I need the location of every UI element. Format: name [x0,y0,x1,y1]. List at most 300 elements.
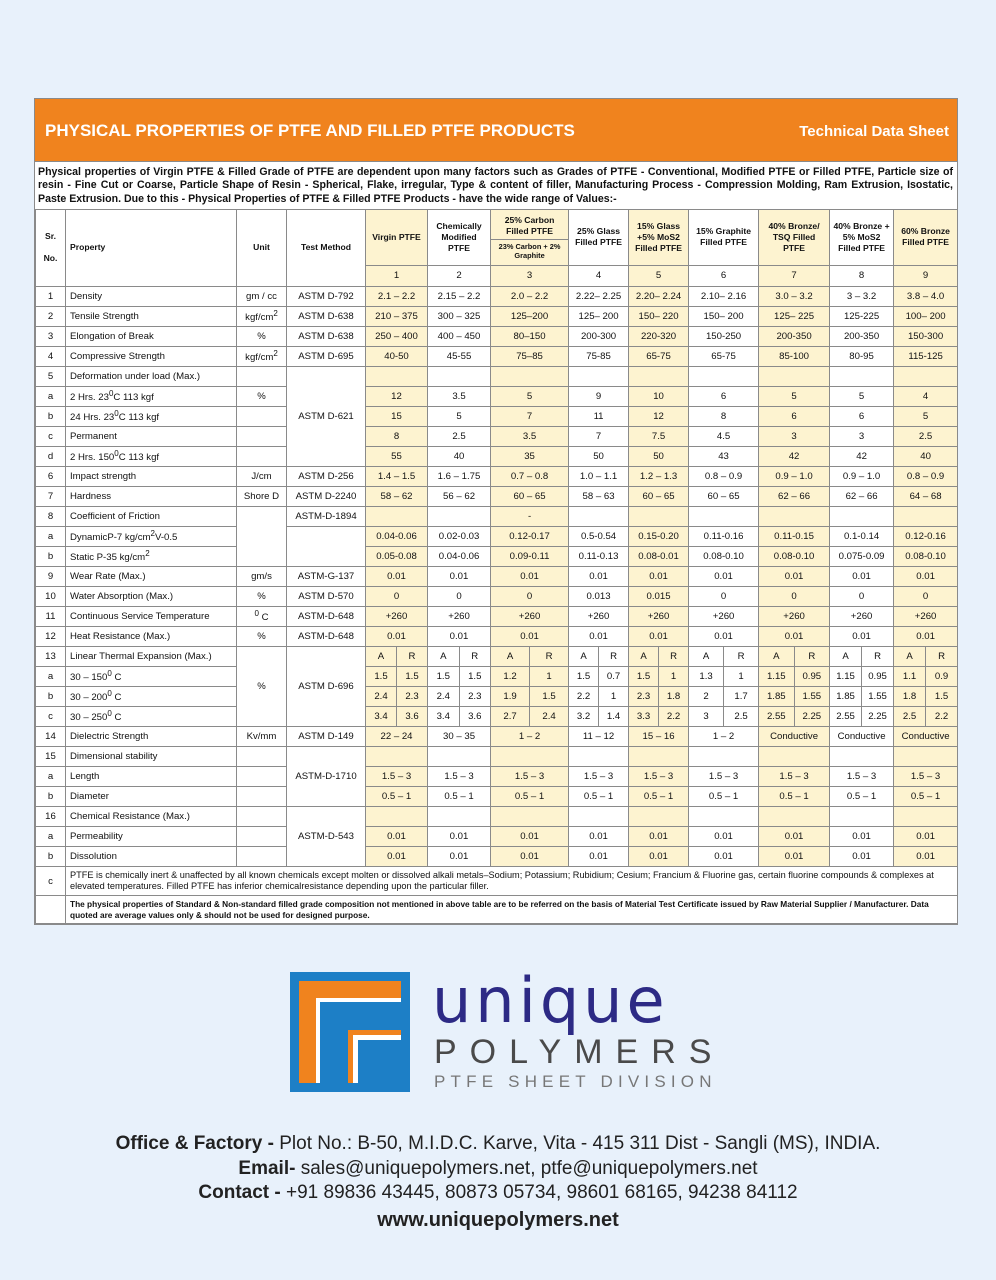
value-cell: 2.20– 2.24 [629,286,689,306]
value-cell [428,746,491,766]
value-cell [759,366,830,386]
value-cell: 2.0 – 2.2 [491,286,569,306]
value-cell: 3.6 [397,706,428,726]
data-sheet [34,98,958,925]
value-cell: 0.01 [629,626,689,646]
test-method-cell: ASTM-D-648 [287,606,366,626]
brand-division: PTFE SHEET DIVISION [434,1072,717,1091]
value-cell [830,366,894,386]
value-cell: 1.55 [794,686,830,706]
sr-cell: b [36,686,66,706]
header-banner [35,99,957,161]
value-cell: 150– 200 [689,306,759,326]
value-cell: 5 [428,406,491,426]
table-row [36,366,958,386]
email-link[interactable]: sales@uniquepolymers.net, ptfe@uniquepolymers.net [300,1158,758,1179]
value-cell: 1.8 [659,686,689,706]
table-row [36,866,958,895]
grade-number: 7 [759,265,830,286]
value-cell: +260 [629,606,689,626]
value-cell: 45-55 [428,346,491,366]
value-cell [759,806,830,826]
value-cell [428,506,491,526]
value-cell: 0.015 [629,586,689,606]
grade-number: 6 [689,265,759,286]
unit-cell: % [237,626,287,646]
value-cell: 300 – 325 [428,306,491,326]
value-cell: 2.3 [459,686,491,706]
sr-cell: 8 [36,506,66,526]
sr-cell: a [36,386,66,406]
value-cell: 1.8 [894,686,926,706]
ar-cell: R [599,646,629,666]
value-cell: 3.4 [428,706,460,726]
col-property: Property [66,209,237,286]
ar-cell: R [397,646,428,666]
value-cell: 250 – 400 [366,326,428,346]
property-cell: Heat Resistance (Max.) [66,626,237,646]
value-cell [894,806,958,826]
value-cell [689,806,759,826]
value-cell: 1.5 – 3 [428,766,491,786]
sr-cell: 10 [36,586,66,606]
value-cell: +260 [759,606,830,626]
value-cell: 0.01 [759,566,830,586]
table-row [36,686,958,706]
value-cell: 0.12-0.16 [894,526,958,546]
value-cell: 1 [724,666,759,686]
value-cell: Conductive [830,726,894,746]
sr-cell: a [36,526,66,546]
grade-number: 8 [830,265,894,286]
value-cell: 150-300 [894,326,958,346]
table-row [36,786,958,806]
sr-cell: c [36,706,66,726]
ar-cell: A [569,646,599,666]
value-cell: 2.5 [894,706,926,726]
property-cell: Impact strength [66,466,237,486]
property-cell: Permeability [66,826,237,846]
value-cell: 64 – 68 [894,486,958,506]
sr-cell: a [36,766,66,786]
property-cell: 2 Hrs. $23^0C$ 113 kgf [66,386,237,406]
table-row [36,766,958,786]
value-cell: 0.01 [629,846,689,866]
value-cell: 0.08-0.10 [894,546,958,566]
value-cell: 2 [689,686,724,706]
ar-cell: R [926,646,958,666]
value-cell: 80-95 [830,346,894,366]
value-cell: 2.25 [862,706,894,726]
value-cell: 2.3 [629,686,659,706]
value-cell: 22 – 24 [366,726,428,746]
property-cell: Dimensional stability [66,746,237,766]
value-cell [759,506,830,526]
value-cell: 3.2 [569,706,599,726]
grade-number: 1 [366,265,428,286]
property-cell: Water Absorption (Max.) [66,586,237,606]
sr-cell: 2 [36,306,66,326]
value-cell: 0.09-0.11 [491,546,569,566]
value-cell: 0.01 [689,846,759,866]
footer-contact: Contact - +91 89836 43445, 80873 05734, 98601 68165, 94238 84112 [198,1182,798,1203]
value-cell: 0.01 [491,826,569,846]
test-method-cell: ASTM-D-543 [287,806,366,866]
value-cell: Conductive [894,726,958,746]
table-row [36,646,958,666]
col-grade-9: 60% Bronze Filled PTFE [894,209,958,265]
col-grade-8: 40% Bronze + 5% MoS2 Filled PTFE [830,209,894,265]
value-cell: 50 [629,446,689,466]
value-cell: 1.5 – 3 [629,766,689,786]
value-cell: 0.01 [569,826,629,846]
page-title: PHYSICAL PROPERTIES OF PTFE AND FILLED PTFE PRODUCTS [45,121,575,140]
sr-cell: a [36,826,66,846]
value-cell: 400 – 450 [428,326,491,346]
value-cell: 3 [830,426,894,446]
unit-cell: Shore D [237,486,287,506]
properties-table [35,209,958,924]
sr-cell: 7 [36,486,66,506]
value-cell: 0.01 [894,826,958,846]
value-cell: 7.5 [629,426,689,446]
value-cell: 1.85 [759,686,795,706]
value-cell: 125-225 [830,306,894,326]
value-cell: 0.1-0.14 [830,526,894,546]
value-cell: 0 [366,586,428,606]
value-cell: 1.5 – 3 [689,766,759,786]
value-cell: 1.9 [491,686,530,706]
sr-cell: 9 [36,566,66,586]
value-cell: 125–200 [491,306,569,326]
table-row [36,566,958,586]
value-cell: 4 [894,386,958,406]
value-cell [759,746,830,766]
value-cell [491,746,569,766]
grade-number: 9 [894,265,958,286]
value-cell: 2.5 [428,426,491,446]
value-cell: 0.95 [794,666,830,686]
property-cell: $30 - 200^0$ C [66,686,237,706]
sr-cell: 13 [36,646,66,666]
ar-cell: R [724,646,759,666]
value-cell: 0 [894,586,958,606]
col-grade-5: 15% Glass +5% MoS2 Filled PTFE [629,209,689,265]
value-cell: 3.8 – 4.0 [894,286,958,306]
value-cell [366,806,428,826]
property-cell: Coefficient of Friction [66,506,237,526]
value-cell: 3.4 [366,706,397,726]
value-cell: 40 [428,446,491,466]
unit-cell [237,366,287,386]
col-grade-2: Chemically Modified PTFE [428,209,491,265]
value-cell: 2.5 [894,426,958,446]
value-cell: 60 – 65 [629,486,689,506]
value-cell: 150– 220 [629,306,689,326]
sr-cell: 4 [36,346,66,366]
value-cell: 3 [689,706,724,726]
value-cell: 40 [894,446,958,466]
value-cell: 2.55 [830,706,862,726]
test-method-cell: ASTM D-2240 [287,486,366,506]
value-cell: 0.01 [366,826,428,846]
value-cell: 1 [659,666,689,686]
value-cell: 2.5 [724,706,759,726]
unit-cell: gm / cc [237,286,287,306]
value-cell [689,746,759,766]
table-row [36,326,958,346]
disclaimer-note: The physical properties of Standard & Non-standard filled grade composition not mentioned in above table are to be referred on the basis of Material Test Certificate issued by Raw Material Supplier / Manufacturer. Data quoted are average values only & should not be used for designed purpose. [66,896,958,924]
value-cell: 3.3 [629,706,659,726]
value-cell: 10 [629,386,689,406]
intro-paragraph: Physical properties of Virgin PTFE & Filled Grade of PTFE are dependent upon many factors such as Grades of PTFE - Conventional, Modified PTFE or Filled PTFE, Particle size of resin - Fine Cut or Coarse, Particle Shape of Resin - Spherical, Flake, irregular, Type & content of filler, Manufacturing Process - Compression Molding, Ram Extrusion, Isostatic, Paste Extrusion. Due to this - Physical Properties of PTFE & Filled PTFE Products - have the wide range of Values:- [35,161,957,209]
table-row [36,406,958,426]
unit-cell: % [237,326,287,346]
value-cell: 62 – 66 [759,486,830,506]
table-row [36,306,958,326]
value-cell: 2.2 [659,706,689,726]
value-cell [830,746,894,766]
sr-cell: b [36,786,66,806]
sr-cell: a [36,666,66,686]
value-cell: 0.5-0.54 [569,526,629,546]
value-cell: 2.4 [366,686,397,706]
table-row [36,286,958,306]
grade-number: 3 [491,265,569,286]
table-row [36,386,958,406]
value-cell: 0.5 – 1 [491,786,569,806]
unit-cell: gm/s [237,566,287,586]
value-cell: 42 [759,446,830,466]
value-cell: 1.7 [724,686,759,706]
test-method-cell: ASTM D-570 [287,586,366,606]
value-cell: 0.01 [894,846,958,866]
brand-name: unique [432,964,669,1037]
value-cell: 0.5 – 1 [759,786,830,806]
value-cell: 35 [491,446,569,466]
value-cell: 2.1 – 2.2 [366,286,428,306]
value-cell: 55 [366,446,428,466]
value-cell: 1.4 – 1.5 [366,466,428,486]
table-row [36,526,958,546]
value-cell [629,746,689,766]
value-cell: 0.9 [926,666,958,686]
value-cell: 1.5 [569,666,599,686]
property-cell: Length [66,766,237,786]
value-cell: 1.5 [926,686,958,706]
value-cell: 0.9 – 1.0 [830,466,894,486]
ar-cell: R [459,646,491,666]
value-cell: 0.11-0.16 [689,526,759,546]
value-cell: 5 [759,386,830,406]
sr-cell: b [36,406,66,426]
table-row [36,896,958,924]
test-method-cell: ASTM D-696 [287,646,366,726]
value-cell: 0.11-0.13 [569,546,629,566]
value-cell: 125– 225 [759,306,830,326]
value-cell [569,746,629,766]
value-cell: 2.4 [530,706,569,726]
value-cell: 1.5 [629,666,659,686]
sr-cell: 12 [36,626,66,646]
value-cell: 0.5 – 1 [366,786,428,806]
value-cell: 1.2 [491,666,530,686]
value-cell: 15 [366,406,428,426]
test-method-cell: ASTM-D-1894 [287,506,366,526]
unit-cell: kgf/$cm^2$ [237,346,287,366]
value-cell [894,506,958,526]
value-cell: 0.01 [689,566,759,586]
value-cell: 0.01 [894,626,958,646]
value-cell [491,806,569,826]
unit-cell: % [237,646,287,726]
ar-cell: R [530,646,569,666]
value-cell: 9 [569,386,629,406]
value-cell: 75-85 [569,346,629,366]
value-cell: 0.01 [830,846,894,866]
value-cell: 15 – 16 [629,726,689,746]
sr-cell: 6 [36,466,66,486]
unit-cell: J/cm [237,466,287,486]
value-cell: 0.01 [569,626,629,646]
col-grade-1: Virgin PTFE [366,209,428,265]
value-cell: 2.2 [569,686,599,706]
brand-subtitle: POLYMERS [434,1033,725,1071]
value-cell: 12 [366,386,428,406]
unit-cell [237,786,287,806]
value-cell: 1.5 – 3 [366,766,428,786]
value-cell: 65-75 [689,346,759,366]
property-cell: $30 - 150^0$ C [66,666,237,686]
company-logo-icon [290,972,410,1092]
value-cell: 0.8 – 0.9 [689,466,759,486]
value-cell: 0 [689,586,759,606]
value-cell: 0.02-0.03 [428,526,491,546]
property-cell: Tensile Strength [66,306,237,326]
property-cell: Wear Rate (Max.) [66,566,237,586]
value-cell: +260 [366,606,428,626]
unit-cell [237,426,287,446]
value-cell: 0.5 – 1 [894,786,958,806]
col-test-method: Test Method [287,209,366,286]
sheet-label: Technical Data Sheet [799,123,949,140]
footer-office: Office & Factory - Plot No.: B-50, M.I.D.C. Karve, Vita - 415 311 Dist - Sangli (MS), INDIA. [115,1133,881,1154]
value-cell: +260 [569,606,629,626]
value-cell: 0.95 [862,666,894,686]
value-cell: 3.6 [459,706,491,726]
value-cell: 2.10– 2.16 [689,286,759,306]
value-cell: 0.01 [629,566,689,586]
blank-cell [36,896,66,924]
property-cell: Continuous Service Temperature [66,606,237,626]
value-cell: 1.1 [894,666,926,686]
table-row [36,706,958,726]
value-cell: 2.7 [491,706,530,726]
value-cell: 0.01 [366,626,428,646]
value-cell: 125– 200 [569,306,629,326]
value-cell: 0.01 [894,566,958,586]
value-cell: 0.01 [689,626,759,646]
ar-cell: A [491,646,530,666]
value-cell: 0.15-0.20 [629,526,689,546]
value-cell: 60 – 65 [689,486,759,506]
value-cell: 0.01 [569,846,629,866]
table-row [36,666,958,686]
test-method-cell: ASTM-D-1710 [287,746,366,806]
value-cell: 1.5 – 3 [894,766,958,786]
grade-number: 5 [629,265,689,286]
value-cell [894,746,958,766]
value-cell [428,366,491,386]
ar-cell: R [659,646,689,666]
unit-cell: $^0$ C [237,606,287,626]
value-cell: 65-75 [629,346,689,366]
value-cell [569,506,629,526]
value-cell [689,366,759,386]
value-cell: 0 [491,586,569,606]
value-cell: 3 – 3.2 [830,286,894,306]
value-cell: 0.013 [569,586,629,606]
table-row [36,466,958,486]
value-cell: 0.5 – 1 [569,786,629,806]
value-cell [428,806,491,826]
value-cell: 1.0 – 1.1 [569,466,629,486]
test-method-cell: ASTM D-149 [287,726,366,746]
sr-cell: d [36,446,66,466]
value-cell: 0.9 – 1.0 [759,466,830,486]
value-cell: 75–85 [491,346,569,366]
value-cell: 115-125 [894,346,958,366]
unit-cell [237,846,287,866]
value-cell [366,506,428,526]
unit-cell: % [237,386,287,406]
value-cell: +260 [428,606,491,626]
table-row [36,346,958,366]
table-row [36,486,958,506]
table-row [36,606,958,626]
sr-cell: c [36,426,66,446]
value-cell: 1.85 [830,686,862,706]
value-cell: 1.3 [689,666,724,686]
value-cell: 0.01 [491,626,569,646]
value-cell [689,506,759,526]
value-cell [491,366,569,386]
unit-cell: % [237,586,287,606]
footer-website[interactable]: www.uniquepolymers.net [377,1209,619,1231]
property-cell: Diameter [66,786,237,806]
value-cell: 0 [830,586,894,606]
property-cell: $30 - 250^0$ C [66,706,237,726]
value-cell: 1.5 [366,666,397,686]
value-cell: 1.6 – 1.75 [428,466,491,486]
value-cell: 2.4 [428,686,460,706]
ar-cell: A [428,646,460,666]
value-cell: 1 – 2 [491,726,569,746]
table-row [36,846,958,866]
value-cell: 3 [759,426,830,446]
table-row [36,826,958,846]
value-cell: 0.01 [491,846,569,866]
value-cell: 200-300 [569,326,629,346]
value-cell: 0.01 [759,826,830,846]
ar-cell: R [862,646,894,666]
ar-cell: A [894,646,926,666]
value-cell: 1 [530,666,569,686]
value-cell: +260 [689,606,759,626]
value-cell: 1.5 [459,666,491,686]
value-cell: 0 [428,586,491,606]
chemical-note: PTFE is chemically inert & unaffected by all known chemicals except molten or dissolved alkali metals–Sodium; Potassium; Rubidium; Cesium; Francium & Fluorine gas, certain fluorine compounds & complexes at elevated temperatures. Filled PTFE has inferior chemicalresistance depending upon the particular filler. [66,866,958,895]
